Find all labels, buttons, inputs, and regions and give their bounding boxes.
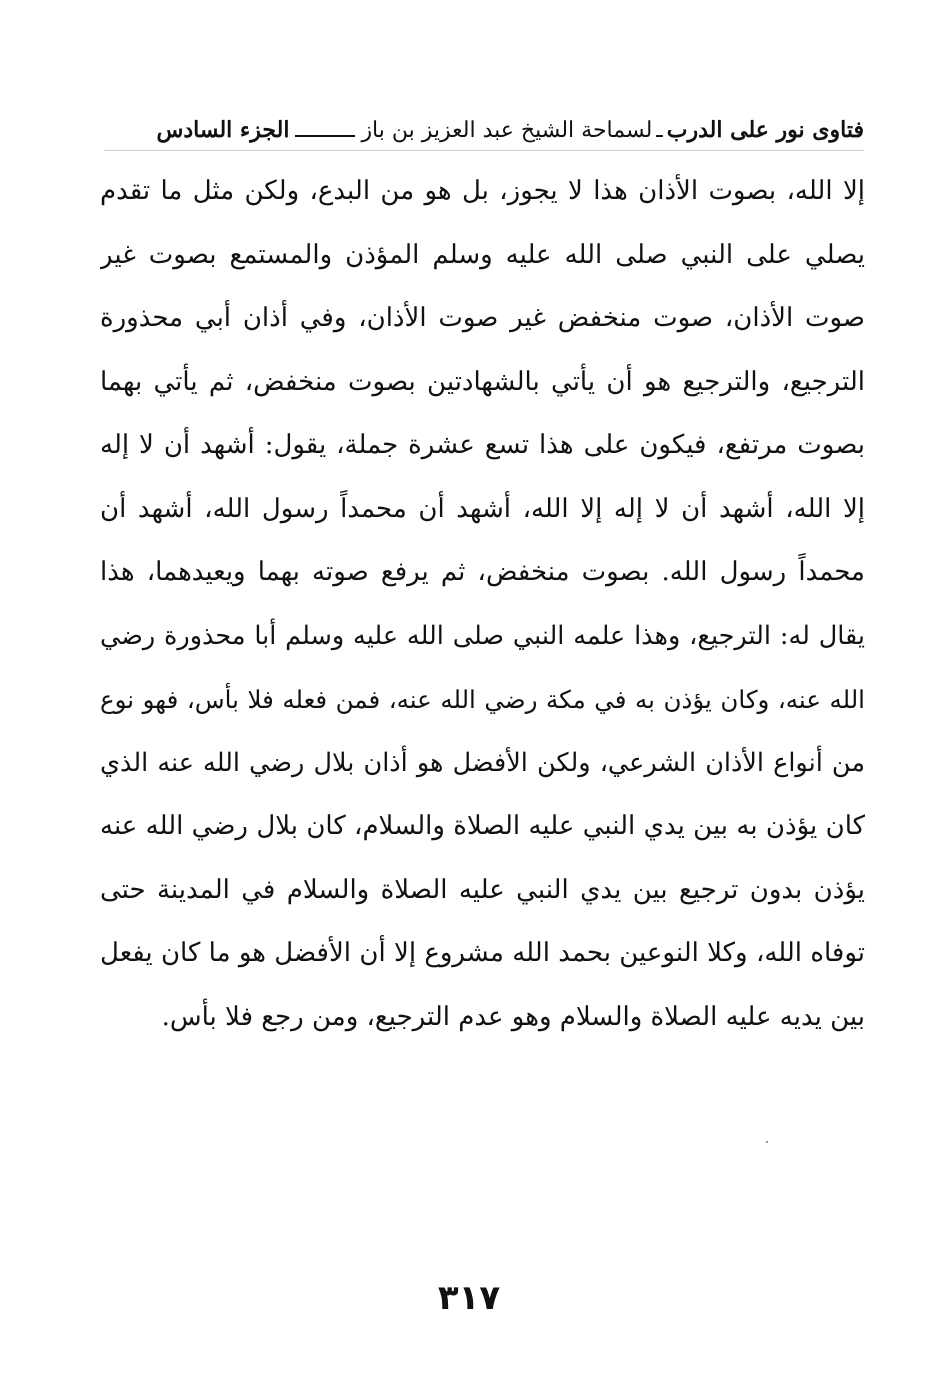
text-line: صوت الأذان، صوت منخفض غير صوت الأذان، وفي أذان أبي محذورة — [100, 303, 865, 333]
header-rule — [295, 135, 355, 137]
text-line-last: بين يديه عليه الصلاة والسلام وهو عدم الترجيع، ومن رجع فلا بأس. — [161, 1001, 865, 1032]
book-title: فتاوى نور على الدرب — [666, 117, 864, 143]
part-title: الجزء السادس — [156, 117, 290, 143]
text-line: الله عنه، وكان يؤذن به في مكة رضي الله عنه، فمن فعله فلا بأس، فهو نوع — [100, 685, 865, 714]
text-line: يقال له: الترجيع، وهذا علمه النبي صلى الله عليه وسلم أبا محذورة رضي — [100, 620, 865, 651]
text-line: كان يؤذن به بين يدي النبي عليه الصلاة والسلام، كان بلال رضي الله عنه — [100, 811, 865, 841]
header-dash: ـ — [656, 117, 663, 143]
text-line: يؤذن بدون ترجيع بين يدي النبي عليه الصلاة والسلام في المدينة حتى — [100, 874, 865, 905]
body-text — [100, 160, 865, 1049]
text-line: يصلي على النبي صلى الله عليه وسلم المؤذن والمستمع بصوت غير — [100, 239, 865, 270]
text-line: من أنواع الأذان الشرعي، ولكن الأفضل هو أذان بلال رضي الله عنه الذي — [100, 747, 865, 778]
author-name: لسماحة الشيخ عبد العزيز بن باز — [361, 117, 653, 143]
text-line: إلا الله، بصوت الأذان هذا لا يجوز، بل هو من البدع، ولكن مثل ما تقدم — [100, 176, 865, 206]
page-number: ٣١٧ — [437, 1278, 501, 1318]
text-line: بصوت مرتفع، فيكون على هذا تسع عشرة جملة، يقول: أشهد أن لا إله — [100, 430, 865, 460]
text-line: إلا الله، أشهد أن لا إله إلا الله، أشهد أن محمداً رسول الله، أشهد أن — [100, 493, 865, 524]
running-header — [104, 113, 864, 147]
text-line: توفاه الله، وكلا النوعين بحمد الله مشروع إلا أن الأفضل هو ما كان يفعل — [100, 938, 865, 968]
scan-speck — [766, 1141, 768, 1143]
text-line: الترجيع، والترجيع هو أن يأتي بالشهادتين بصوت منخفض، ثم يأتي بهما — [100, 366, 865, 397]
header-divider — [104, 150, 864, 151]
text-line: محمداً رسول الله. بصوت منخفض، ثم يرفع صوته بهما ويعيدهما، هذا — [100, 557, 865, 587]
